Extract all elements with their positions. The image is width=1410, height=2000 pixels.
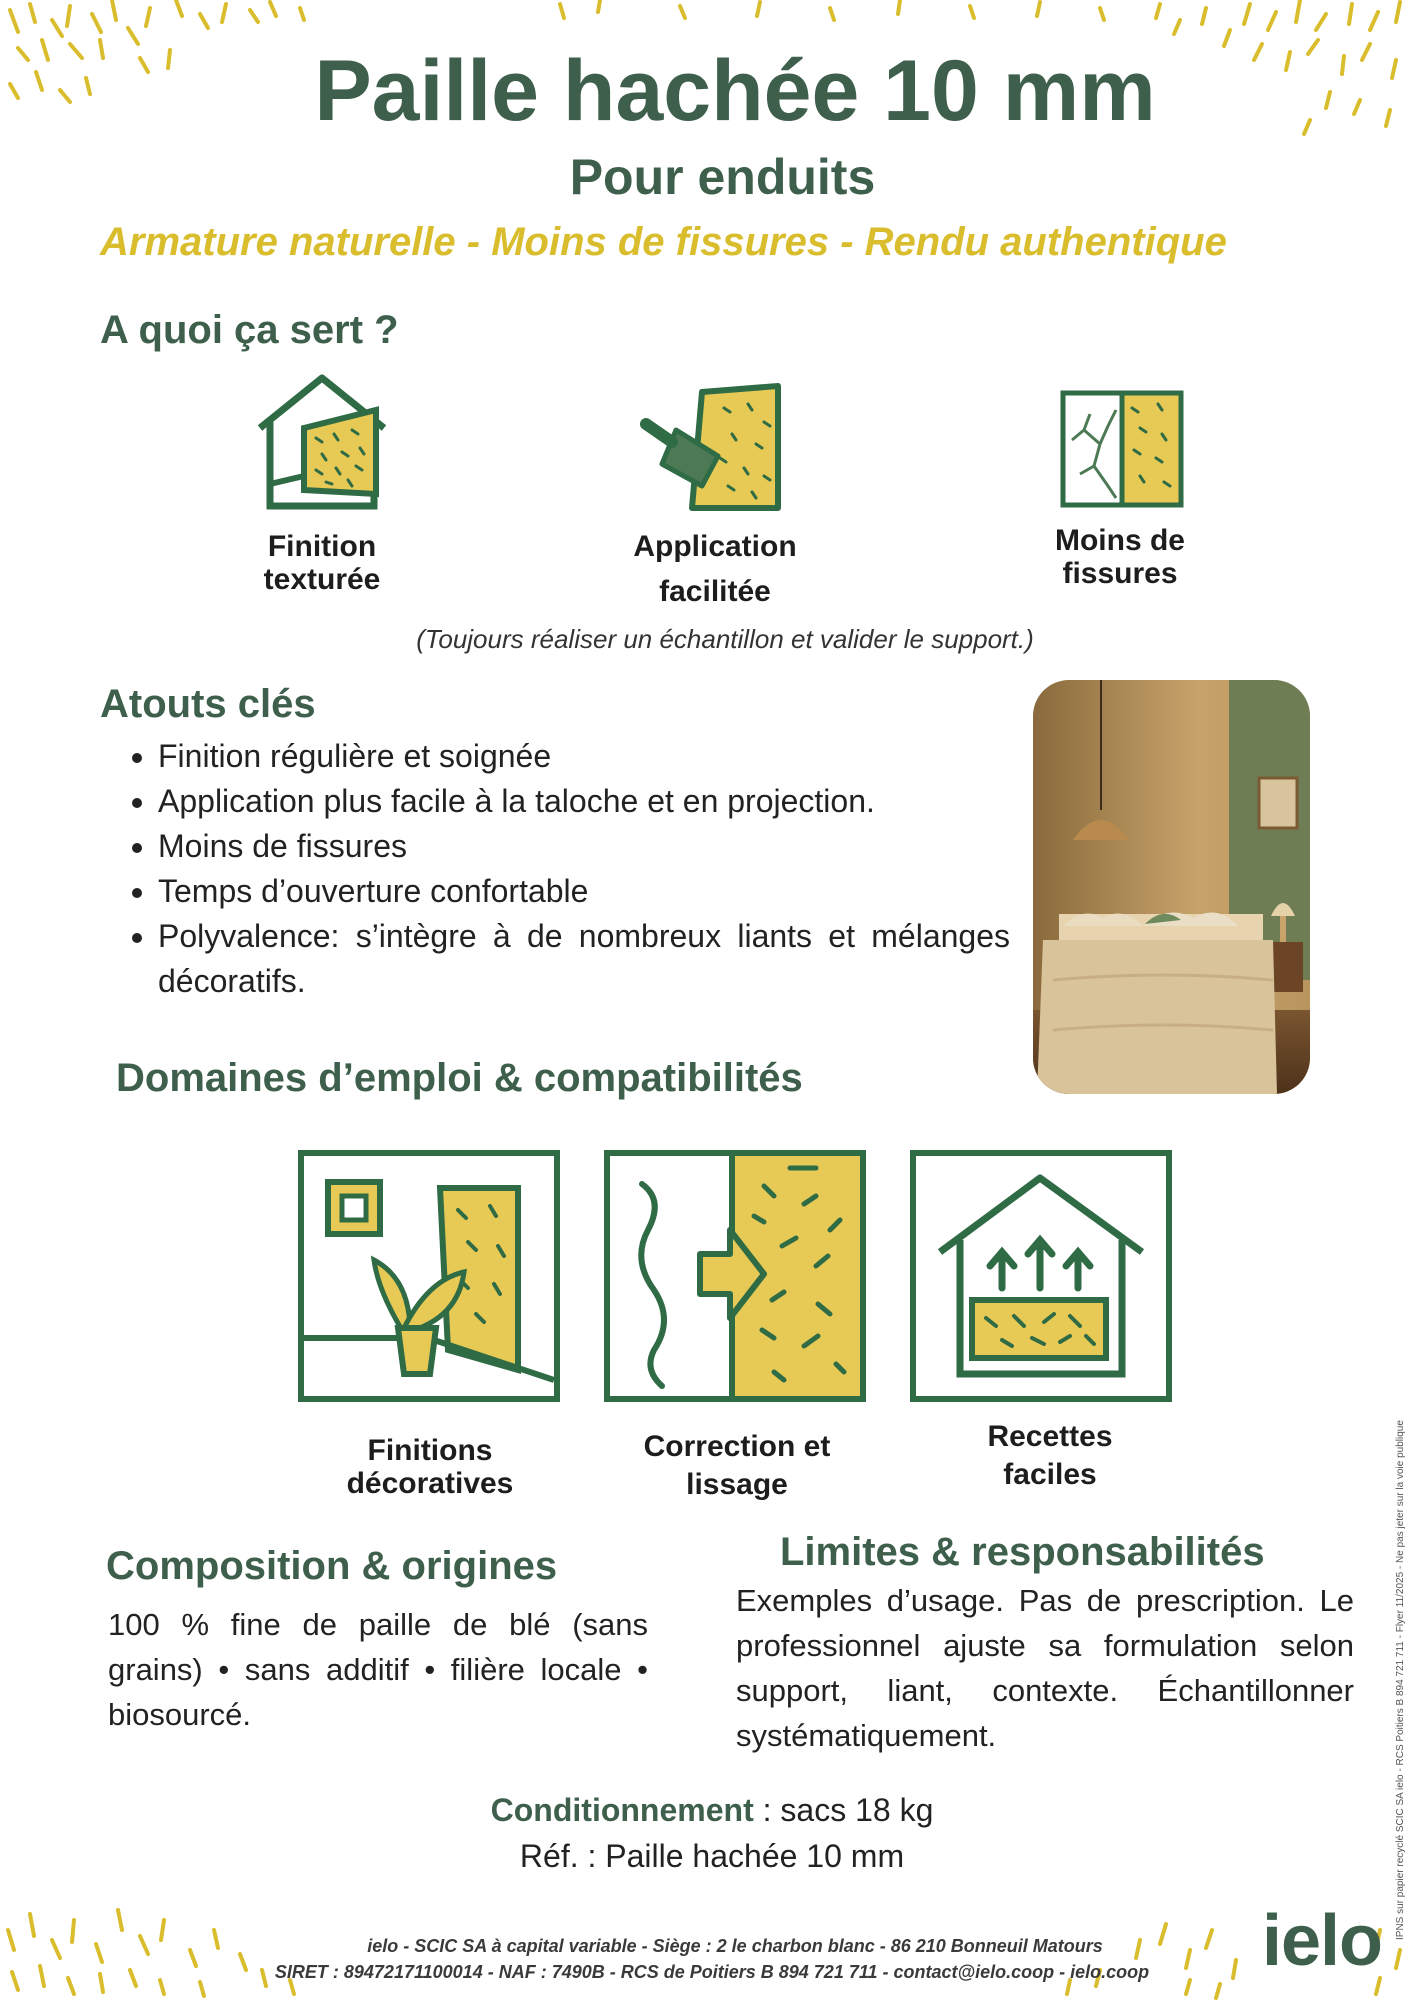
domaine-label-3: Recettes faciles bbox=[987, 1420, 1113, 1491]
usage-label-1: Finition texturée bbox=[263, 530, 381, 596]
ielo-logo: ielo bbox=[1262, 1901, 1383, 1981]
domaines-heading: Domaines d’emploi & compatibilités bbox=[116, 1056, 803, 1100]
limites-heading: Limites & responsabilités bbox=[780, 1530, 1265, 1574]
list-item: • Application plus facile à la taloche et en projection. bbox=[158, 779, 1010, 824]
packaging-line bbox=[0, 1792, 1410, 1829]
list-item: • Temps d’ouverture confortable bbox=[158, 869, 1010, 914]
page-title: Paille hachée 10 mm bbox=[314, 43, 1156, 139]
sample-note: (Toujours réaliser un échantillon et valider le support.) bbox=[416, 624, 1034, 654]
trowel-icon bbox=[632, 382, 782, 512]
domaine-label-1: Finitions décoratives bbox=[346, 1434, 514, 1500]
usage-label-3: Moins de fissures bbox=[1054, 524, 1185, 590]
footer-line-1: ielo - SCIC SA à capital variable - Siège : 2 le charbon blanc - 86 210 Bonneuil Matours bbox=[367, 1936, 1103, 1956]
plant-frame-icon bbox=[298, 1150, 560, 1402]
list-item: • Polyvalence: s’intègre à de nombreux liants et mélanges décoratifs. bbox=[158, 914, 1010, 1004]
list-item: • Moins de fissures bbox=[158, 824, 1010, 869]
packaging-value: : sacs 18 kg bbox=[753, 1792, 934, 1828]
limites-text: Exemples d’usage. Pas de prescription. Le professionnel ajuste sa formulation selon support, liant, contexte. Échantillonner systématiquement. bbox=[736, 1583, 1354, 1753]
tagline: Armature naturelle - Moins de fissures - Rendu authentique bbox=[100, 220, 1227, 264]
packaging-ref: Réf. : Paille hachée 10 mm bbox=[519, 1838, 905, 1874]
legal-vertical-text: IPNS sur papier recyclé SCIC SA ielo - RCS Poitiers B 894 721 711 - Flyer 11/2025 - Ne pas jeter sur la voie publique bbox=[1395, 1420, 1406, 1940]
list-item: • Finition régulière et soignée bbox=[158, 734, 1010, 779]
atouts-list bbox=[100, 734, 1010, 1004]
composition-text: 100 % fine de paille de blé (sans grains) • sans additif • filière locale • biosourcé. bbox=[108, 1607, 648, 1732]
usage-heading: A quoi ça sert ? bbox=[100, 308, 399, 352]
domaine-label-2: Correction et lissage bbox=[643, 1430, 831, 1501]
usage-label-2: Application facilitée bbox=[633, 530, 797, 608]
bedroom-photo bbox=[1033, 680, 1310, 1094]
house-arrows-icon bbox=[910, 1150, 1172, 1402]
composition-heading: Composition & origines bbox=[106, 1544, 558, 1588]
crack-panel-icon bbox=[1060, 390, 1184, 508]
packaging-label: Conditionnement bbox=[490, 1792, 754, 1828]
atouts-heading: Atouts clés bbox=[100, 682, 316, 726]
page-subtitle: Pour enduits bbox=[569, 149, 876, 205]
house-texture-icon bbox=[252, 372, 392, 512]
smoothing-arrow-icon bbox=[604, 1150, 866, 1402]
footer-line-2: SIRET : 89472171100014 - NAF : 7490B - RCS de Poitiers B 894 721 711 - contact@ielo.coop - ielo.coop bbox=[274, 1962, 1150, 1982]
